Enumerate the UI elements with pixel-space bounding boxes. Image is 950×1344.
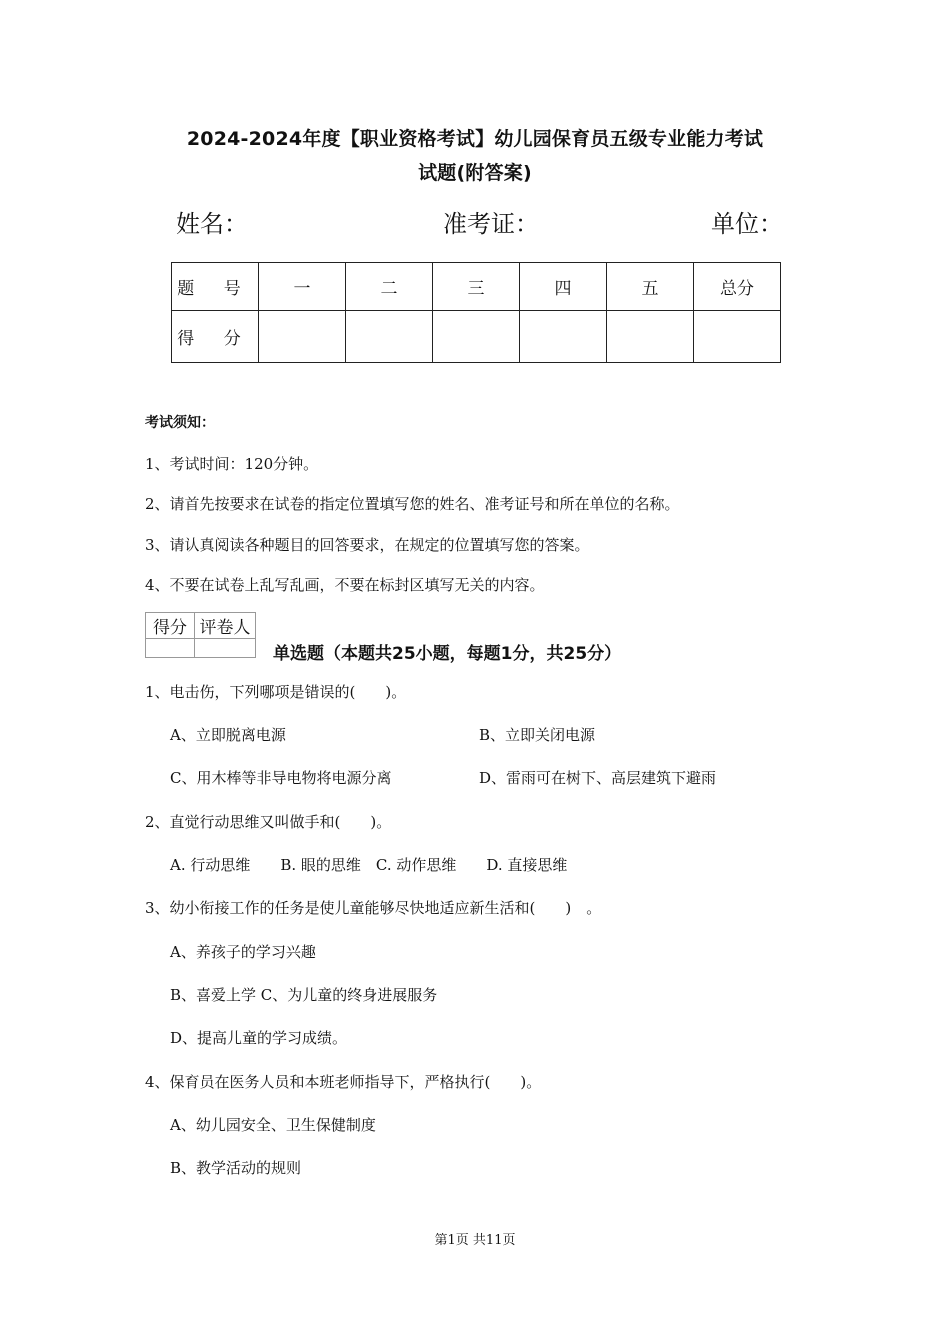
section-title: 单选题（本题共25小题，每题1分，共25分） <box>273 644 622 664</box>
grader-reviewer-cell[interactable] <box>195 639 256 658</box>
unit-field-label: 单位： <box>711 210 783 238</box>
exam-id-field-label: 准考证： <box>443 210 539 238</box>
notice-item: 4、不要在试卷上乱写乱画，不要在标封区填写无关的内容。 <box>145 576 545 594</box>
question-1-stem: 1、电击伤，下列哪项是错误的( )。 <box>145 683 407 701</box>
name-field-label: 姓名： <box>176 210 248 238</box>
question-2-options[interactable]: A. 行动思维 B. 眼的思维 C. 动作思维 D. 直接思维 <box>170 856 568 874</box>
notice-heading: 考试须知： <box>145 415 215 431</box>
grader-reviewer-label: 评卷人 <box>195 613 256 639</box>
score-table <box>171 262 781 363</box>
question-3-option-b[interactable]: B、喜爱上学 C、为儿童的终身进展服务 <box>170 986 438 1004</box>
question-1-option-c[interactable]: C、用木棒等非导电物将电源分离 <box>170 769 392 787</box>
score-header-cell: 二 <box>346 263 433 311</box>
score-header-cell: 五 <box>607 263 694 311</box>
question-4-stem: 4、保育员在医务人员和本班老师指导下，严格执行( )。 <box>145 1073 542 1091</box>
score-header-cell: 三 <box>433 263 520 311</box>
question-3-option-a[interactable]: A、养孩子的学习兴趣 <box>170 943 316 961</box>
page-footer: 第1页 共11页 <box>434 1233 516 1248</box>
score-input-cell[interactable] <box>520 311 607 363</box>
notice-item: 2、请首先按要求在试卷的指定位置填写您的姓名、准考证号和所在单位的名称。 <box>145 495 680 513</box>
score-table-score-row <box>172 311 781 363</box>
document-title-line-1: 2024-2024年度【职业资格考试】幼儿园保育员五级专业能力考试 <box>186 128 764 150</box>
score-header-cell: 四 <box>520 263 607 311</box>
question-3-option-d[interactable]: D、提高儿童的学习成绩。 <box>170 1029 348 1047</box>
notice-item: 1、考试时间：120分钟。 <box>145 455 319 473</box>
score-input-cell[interactable] <box>433 311 520 363</box>
score-input-cell[interactable] <box>346 311 433 363</box>
question-1-option-d[interactable]: D、雷雨可在树下、高层建筑下避雨 <box>479 769 717 787</box>
score-header-cell: 一 <box>259 263 346 311</box>
score-input-cell[interactable] <box>694 311 781 363</box>
notice-item: 3、请认真阅读各种题目的回答要求，在规定的位置填写您的答案。 <box>145 536 590 554</box>
grader-box <box>145 612 256 658</box>
question-2-stem: 2、直觉行动思维又叫做手和( )。 <box>145 813 392 831</box>
document-title-line-2: 试题(附答案) <box>418 162 532 184</box>
grader-score-cell[interactable] <box>146 639 195 658</box>
score-table-header-row <box>172 263 781 311</box>
score-header-label: 题 号 <box>172 263 259 311</box>
score-row-label: 得 分 <box>172 311 259 363</box>
question-4-option-b[interactable]: B、教学活动的规则 <box>170 1159 302 1177</box>
score-header-cell: 总分 <box>694 263 781 311</box>
question-4-option-a[interactable]: A、幼儿园安全、卫生保健制度 <box>170 1116 376 1134</box>
score-input-cell[interactable] <box>607 311 694 363</box>
question-1-option-b[interactable]: B、立即关闭电源 <box>479 726 596 744</box>
score-input-cell[interactable] <box>259 311 346 363</box>
question-1-option-a[interactable]: A、立即脱离电源 <box>170 726 286 744</box>
grader-score-label: 得分 <box>146 613 195 639</box>
question-3-stem: 3、幼小衔接工作的任务是使儿童能够尽快地适应新生活和( ) 。 <box>145 899 602 917</box>
